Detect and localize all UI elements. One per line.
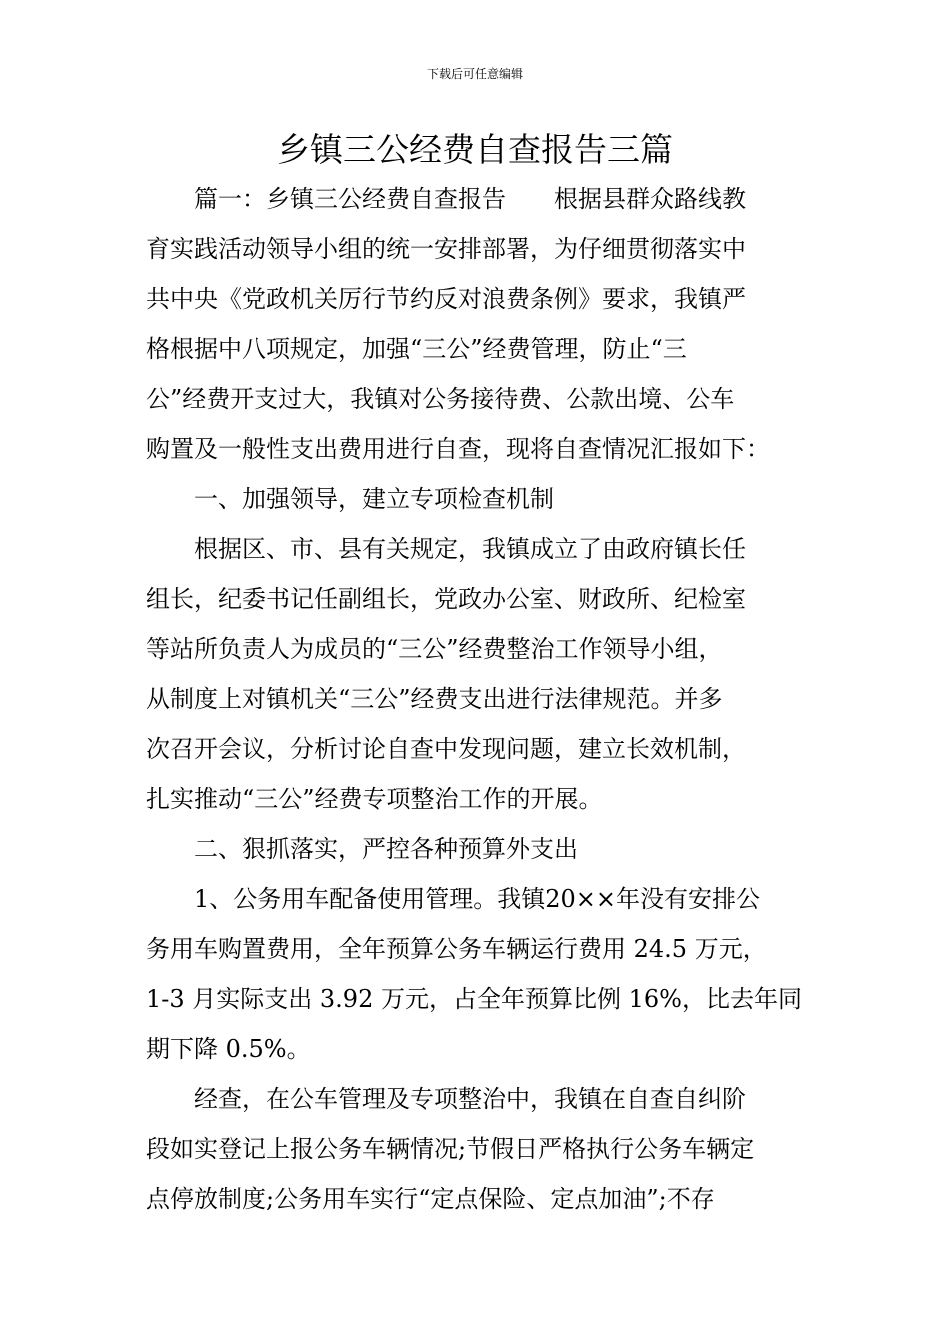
body-line: 格根据中八项规定，加强“三公”经费管理，防止“三 [146,335,687,363]
body-line: 经查，在公车管理及专项整治中，我镇在自查自纠阶 [146,1085,746,1113]
body-line: 次召开会议，分析讨论自查中发现问题，建立长效机制， [146,735,746,763]
section-heading-2: 二、狠抓落实，严控各种预算外支出 [146,835,578,863]
body-line: 篇一：乡镇三公经费自查报告 根据县群众路线教 [146,185,746,213]
body-line: 购置及一般性支出费用进行自查，现将自查情况汇报如下： [146,435,770,463]
body-line: 1、公务用车配备使用管理。我镇20××年没有安排公 [146,885,761,913]
body-line: 扎实推动“三公”经费专项整治工作的开展。 [146,785,603,813]
body-line: 根据区、市、县有关规定，我镇成立了由政府镇长任 [146,535,746,563]
body-line: 期下降 0.5%。 [146,1035,311,1063]
body-line: 共中央《党政机关厉行节约反对浪费条例》要求，我镇严 [146,285,746,313]
section-heading-1: 一、加强领导，建立专项检查机制 [146,485,554,513]
body-line: 公”经费开支过大，我镇对公务接待费、公款出境、公车 [146,385,735,413]
body-line: 育实践活动领导小组的统一安排部署，为仔细贯彻落实中 [146,235,746,263]
body-line: 点停放制度;公务用车实行“定点保险、定点加油”;不存 [146,1185,715,1213]
body-line: 务用车购置费用，全年预算公务车辆运行费用 24.5 万元， [146,935,767,963]
header-note: 下载后可任意编辑 [426,67,523,81]
body-line: 从制度上对镇机关“三公”经费支出进行法律规范。并多 [146,685,723,713]
document-title: 乡镇三公经费自查报告三篇 [277,130,673,169]
body-line: 1-3 月实际支出 3.92 万元，占全年预算比例 16%，比去年同 [146,985,802,1013]
body-line: 组长，纪委书记任副组长，党政办公室、财政所、纪检室 [146,585,746,613]
body-line: 段如实登记上报公务车辆情况;节假日严格执行公务车辆定 [146,1135,755,1163]
body-line: 等站所负责人为成员的“三公”经费整治工作领导小组， [146,635,723,663]
